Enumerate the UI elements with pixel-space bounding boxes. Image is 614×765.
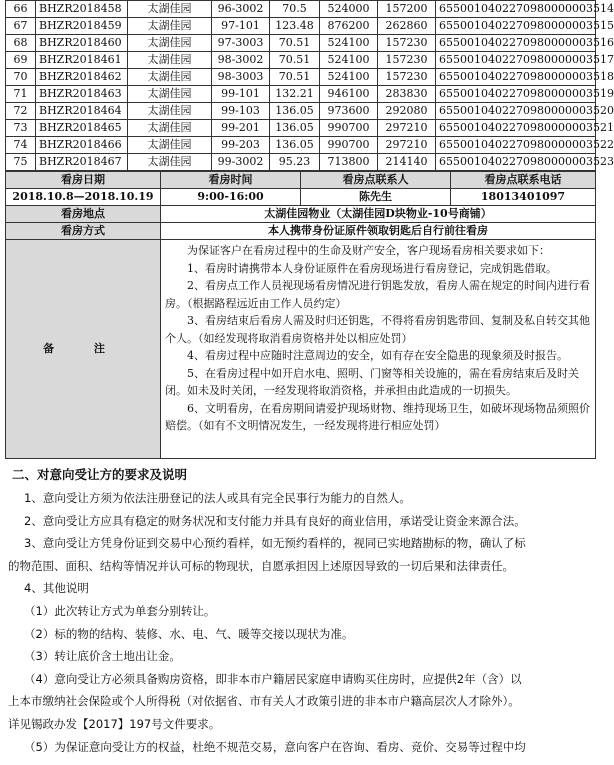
section-title: 二、对意向受让方的要求及说明 [12, 467, 188, 482]
cell-deposit: 157230 [378, 69, 436, 86]
cell-cert: 6550010402270980000003516 [436, 35, 596, 52]
paragraph: 的物范围、面积、结构等情况并认可标的物现状，自愿承担因上述原因导致的一切后果和法律责任。 [8, 558, 514, 573]
remarks-line: 为保证客户在看房过程中的生命及财产安全，客户现场看房相关要求如下： [187, 244, 550, 257]
cell-cert: 6550010402270980000003514 [436, 1, 596, 18]
viewing-phone: 18013401097 [451, 189, 596, 206]
cell-estate: 太湖佳园 [128, 35, 212, 52]
table-row [6, 1, 596, 18]
cell-no: 67 [6, 18, 36, 35]
remarks-line: 5、在看房过程中如开启水电、照明、门窗等相关设施的，需在看房结束后及时关闭。如未及时关闭，一经发现将取消资格，并承担由此造成的一切损失。 [165, 366, 579, 397]
remarks-line: 2、看房点工作人员视现场看房情况进行钥匙发放，看房人需在规定的时间内进行看房。（根据路程远近由工作人员约定） [165, 279, 590, 310]
viewing-method: 本人携带身份证原件领取钥匙后自行前往看房 [161, 223, 596, 240]
cell-area: 70.51 [270, 69, 320, 86]
viewing-contact: 陈先生 [301, 189, 451, 206]
cell-estate: 太湖佳园 [128, 52, 212, 69]
cell-area: 136.05 [270, 120, 320, 137]
remarks-line: 4、看房过程中应随时注意周边的安全，如有存在安全隐患的现象须及时报告。 [187, 349, 568, 362]
paragraph: （2）标的物的结构、装修、水、电、气、暖等交接以现状为准。 [24, 626, 354, 641]
cell-area: 123.48 [270, 18, 320, 35]
paragraph: （5）为保证意向受让方的权益，杜绝不规范交易，意向客户在咨询、看房、竞价、交易等过程中均 [24, 739, 526, 754]
cell-no: 68 [6, 35, 36, 52]
cell-estate: 太湖佳园 [128, 1, 212, 18]
cell-code: BHZR2018461 [36, 52, 128, 69]
cell-room: 98-3003 [212, 69, 270, 86]
cell-estate: 太湖佳园 [128, 69, 212, 86]
paragraph: 详见锡政办发【2017】197号文件要求。 [8, 716, 221, 731]
cell-code: BHZR2018466 [36, 137, 128, 154]
cell-code: BHZR2018464 [36, 103, 128, 120]
viewing-time: 9:00-16:00 [161, 189, 301, 206]
cell-price: 876200 [320, 18, 378, 35]
cell-area: 70.51 [270, 35, 320, 52]
cell-area: 70.5 [270, 1, 320, 18]
cell-cert: 6550010402270980000003521 [436, 120, 596, 137]
paragraph: 4、其他说明 [24, 581, 89, 596]
cell-price: 524100 [320, 69, 378, 86]
cell-no: 71 [6, 86, 36, 103]
table-row [6, 154, 596, 171]
remarks-line: 3、看房结束后看房人需及时归还钥匙，不得将看房钥匙带回、复制及私自转交其他个人。（如经发现将取消看房资格并处以相应处罚） [165, 314, 590, 345]
paragraph: （4）意向受让方必须具备购房资格，即非本市户籍居民家庭申请购买住房时，应提供2年（含）以 [24, 671, 522, 686]
cell-cert: 6550010402270980000003518 [436, 69, 596, 86]
cell-code: BHZR2018467 [36, 154, 128, 171]
cell-cert: 6550010402270980000003520 [436, 103, 596, 120]
table-row [6, 52, 596, 69]
cell-deposit: 283830 [378, 86, 436, 103]
cell-estate: 太湖佳园 [128, 154, 212, 171]
cell-no: 72 [6, 103, 36, 120]
cell-area: 70.51 [270, 52, 320, 69]
cell-deposit: 262860 [378, 18, 436, 35]
cell-code: BHZR2018460 [36, 35, 128, 52]
viewing-time-label: 看房时间 [161, 172, 301, 189]
cell-room: 98-3002 [212, 52, 270, 69]
viewing-date: 2018.10.8—2018.10.19 [6, 189, 161, 206]
cell-cert: 6550010402270980000003523 [436, 154, 596, 171]
cell-deposit: 297210 [378, 137, 436, 154]
remarks-content [161, 240, 596, 459]
remarks-label: 备 注 [6, 240, 161, 459]
requirements-section [0, 465, 600, 758]
cell-room: 99-3002 [212, 154, 270, 171]
cell-cert: 6550010402270980000003522 [436, 137, 596, 154]
cell-no: 73 [6, 120, 36, 137]
cell-price: 524100 [320, 35, 378, 52]
viewing-date-label: 看房日期 [6, 172, 161, 189]
cell-room: 99-101 [212, 86, 270, 103]
remarks-line: 6、文明看房，在看房期间请爱护现场财物、维持现场卫生，如破坏现场物品须照价赔偿。（如有不文明情况发生，一经发现将进行相应处罚） [165, 401, 590, 432]
cell-area: 136.05 [270, 137, 320, 154]
cell-price: 973600 [320, 103, 378, 120]
cell-deposit: 214140 [378, 154, 436, 171]
cell-no: 74 [6, 137, 36, 154]
paragraph: 3、意向受让方凭身份证到交易中心预约看样，如无预约看样的，视同已实地踏勘标的物，确认了标 [24, 536, 526, 551]
cell-estate: 太湖佳园 [128, 120, 212, 137]
cell-estate: 太湖佳园 [128, 86, 212, 103]
cell-price: 990700 [320, 120, 378, 137]
cell-room: 99-203 [212, 137, 270, 154]
table-row [6, 18, 596, 35]
cell-room: 96-3002 [212, 1, 270, 18]
cell-no: 75 [6, 154, 36, 171]
table-row [6, 35, 596, 52]
cell-deposit: 292080 [378, 103, 436, 120]
table-row [6, 103, 596, 120]
cell-cert: 6550010402270980000003515 [436, 18, 596, 35]
cell-deposit: 157200 [378, 1, 436, 18]
cell-code: BHZR2018463 [36, 86, 128, 103]
cell-room: 99-201 [212, 120, 270, 137]
cell-room: 99-103 [212, 103, 270, 120]
table-row [6, 120, 596, 137]
cell-no: 70 [6, 69, 36, 86]
paragraph: 上本市缴纳社会保险或个人所得税（对依据省、市有关人才政策引进的非本市户籍高层次人才除外）。 [8, 694, 520, 709]
cell-area: 95.23 [270, 154, 320, 171]
cell-estate: 太湖佳园 [128, 103, 212, 120]
cell-deposit: 297210 [378, 120, 436, 137]
cell-deposit: 157230 [378, 35, 436, 52]
cell-price: 524000 [320, 1, 378, 18]
cell-estate: 太湖佳园 [128, 18, 212, 35]
cell-price: 524100 [320, 52, 378, 69]
cell-room: 97-3003 [212, 35, 270, 52]
cell-cert: 6550010402270980000003519 [436, 86, 596, 103]
cell-code: BHZR2018462 [36, 69, 128, 86]
table-row [6, 137, 596, 154]
cell-deposit: 157230 [378, 52, 436, 69]
viewing-location: 太湖佳园物业（太湖佳园D块物业-10号商铺） [161, 206, 596, 223]
cell-no: 69 [6, 52, 36, 69]
cell-cert: 6550010402270980000003517 [436, 52, 596, 69]
units-table [5, 0, 614, 171]
paragraph: （3）转让底价含土地出让金。 [24, 649, 181, 664]
table-row [6, 69, 596, 86]
cell-room: 97-101 [212, 18, 270, 35]
cell-price: 990700 [320, 137, 378, 154]
cell-area: 132.21 [270, 86, 320, 103]
cell-no: 66 [6, 1, 36, 18]
table-row [6, 86, 596, 103]
cell-price: 946100 [320, 86, 378, 103]
cell-estate: 太湖佳园 [128, 137, 212, 154]
viewing-contact-label: 看房点联系人 [301, 172, 451, 189]
paragraph: （1）此次转让方式为单套分别转让。 [24, 603, 216, 618]
viewing-method-label: 看房方式 [6, 223, 161, 240]
paragraph: 2、意向受让方应具有稳定的财务状况和支付能力并具有良好的商业信用，承诺受让资金来源合法。 [24, 513, 526, 528]
cell-price: 713800 [320, 154, 378, 171]
cell-code: BHZR2018465 [36, 120, 128, 137]
cell-code: BHZR2018458 [36, 1, 128, 18]
cell-code: BHZR2018459 [36, 18, 128, 35]
paragraph: 1、意向受让方须为依法注册登记的法人或具有完全民事行为能力的自然人。 [24, 491, 411, 505]
viewing-phone-label: 看房点联系电话 [451, 172, 596, 189]
remarks-line: 1、看房时请携带本人身份证原件在看房现场进行看房登记，完成钥匙借取。 [187, 261, 557, 275]
viewing-location-label: 看房地点 [6, 206, 161, 223]
cell-area: 136.05 [270, 103, 320, 120]
viewing-info-table [5, 171, 596, 459]
